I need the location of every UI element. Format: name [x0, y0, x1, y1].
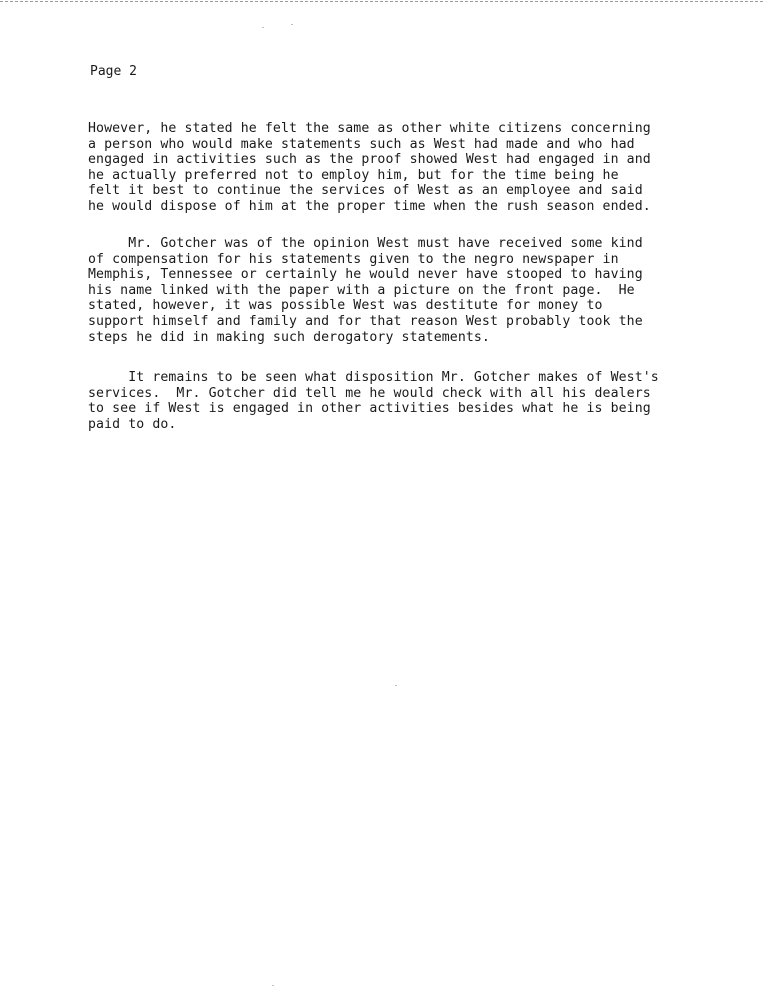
text-line: he actually preferred not to employ him, but for the time being he: [88, 167, 619, 183]
text-line: However, he stated he felt the same as other white citizens concerning: [88, 121, 651, 136]
text-line: of compensation for his statements given to the negro newspaper in: [88, 251, 619, 267]
text-line: he would dispose of him at the proper time when the rush season ended.: [88, 198, 651, 214]
scan-speck: [395, 685, 397, 686]
text-line: steps he did in making such derogatory statements.: [88, 329, 490, 345]
page-number: Page 2: [90, 64, 137, 79]
text-line: his name linked with the paper with a picture on the front page. He: [88, 282, 635, 298]
text-line: stated, however, it was possible West was destitute for money to: [88, 298, 603, 314]
text-line: paid to do.: [88, 416, 177, 432]
scan-speck: [272, 985, 274, 986]
text-line: Memphis, Tennessee or certainly he would never have stooped to having: [88, 267, 643, 283]
scan-speck: [291, 24, 293, 25]
scan-speck: [262, 27, 264, 28]
text-line: to see if West is engaged in other activities besides what he is being: [88, 401, 651, 417]
paragraph-2: [88, 236, 643, 345]
text-line: support himself and family and for that reason West probably took the: [88, 313, 643, 329]
top-border: [0, 1, 763, 2]
text-line: engaged in activities such as the proof showed West had engaged in and: [88, 152, 651, 168]
text-line: felt it best to continue the services of West as an employee and said: [88, 183, 643, 199]
text-line: It remains to be seen what disposition Mr. Gotcher makes of West's: [88, 370, 659, 385]
paragraph-1: [88, 121, 651, 215]
paragraph-3: [88, 370, 659, 432]
text-line: services. Mr. Gotcher did tell me he would check with all his dealers: [88, 385, 651, 401]
text-line: a person who would make statements such as West had made and who had: [88, 136, 635, 152]
text-line: Mr. Gotcher was of the opinion West must have received some kind: [88, 236, 643, 251]
